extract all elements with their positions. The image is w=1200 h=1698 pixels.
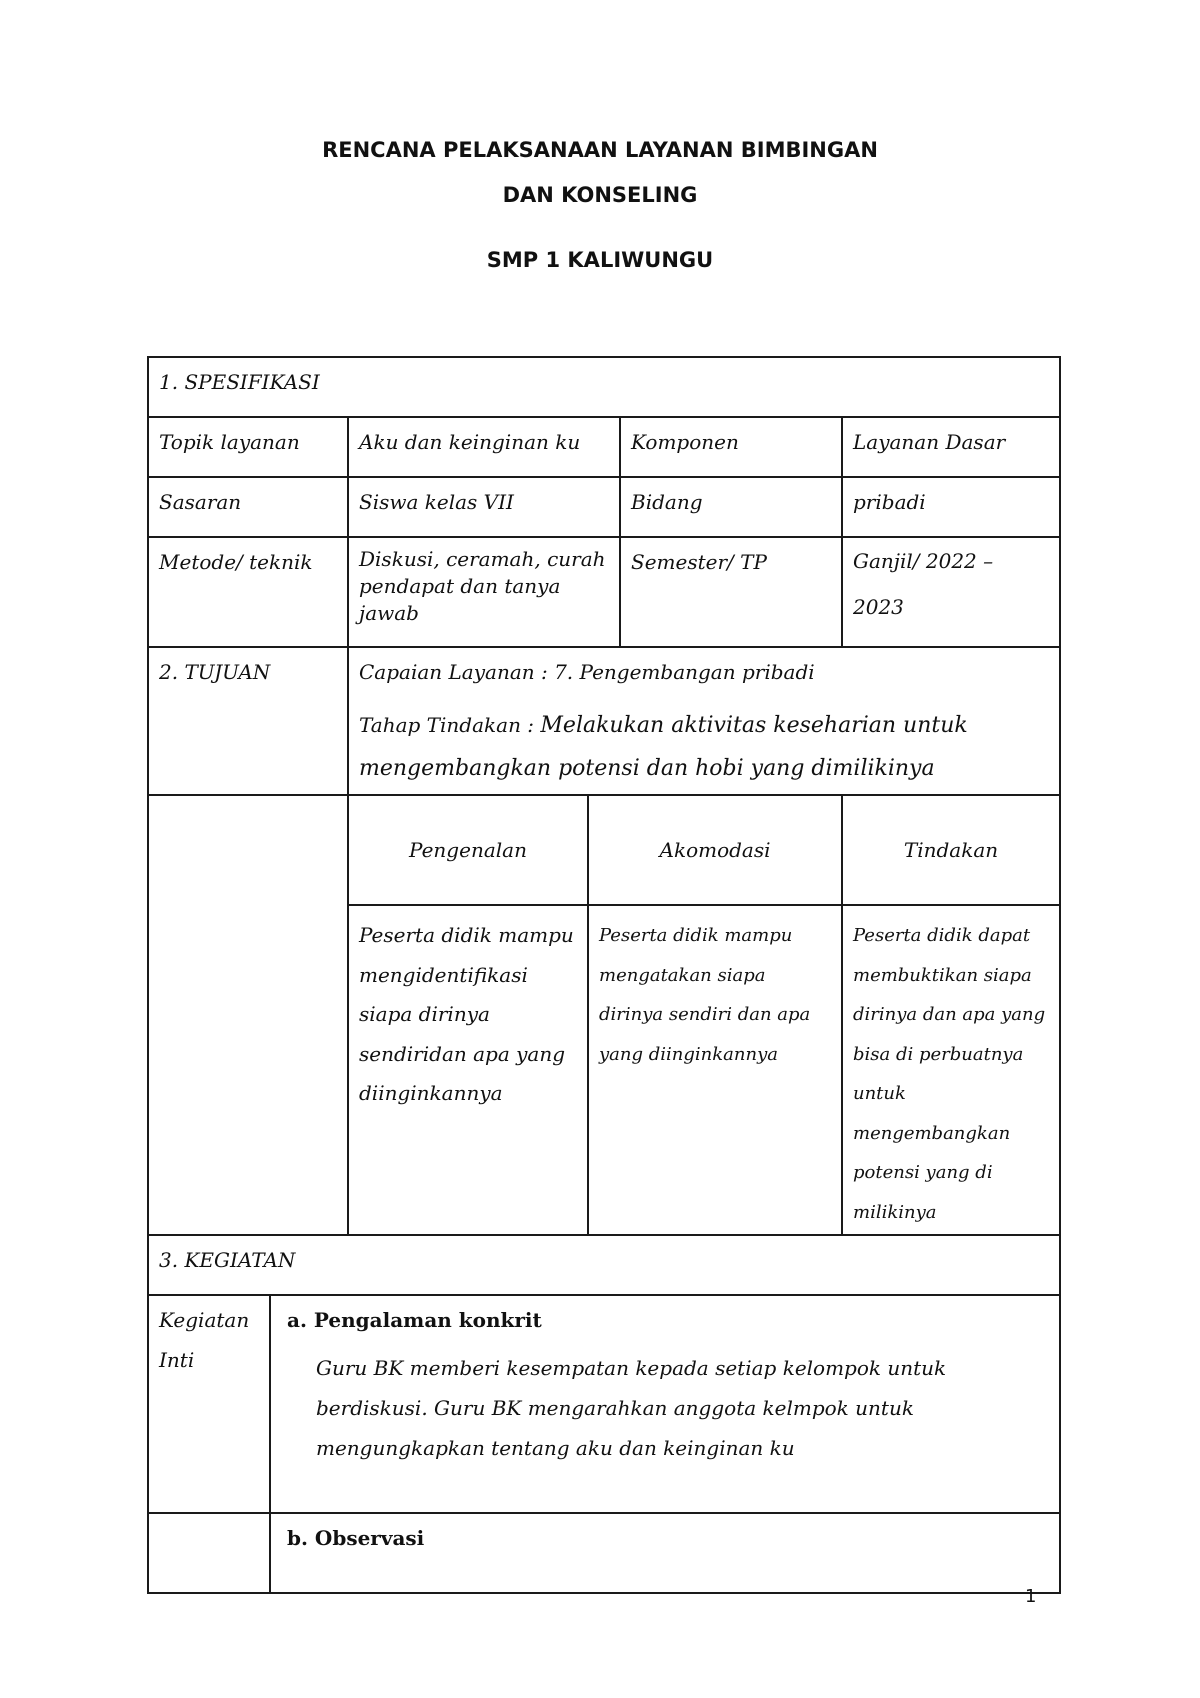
spesifikasi-heading: 1. SPESIFIKASI: [159, 370, 320, 394]
tujuan-row: [149, 648, 1059, 796]
tujuan-content: [347, 648, 1059, 794]
value-bidang: pribadi: [841, 478, 1059, 536]
observasi-row: [149, 1514, 1059, 1594]
document-title-line1: RENCANA PELAKSANAAN LAYANAN BIMBINGAN: [322, 138, 878, 162]
header-pengenalan: Pengenalan: [347, 796, 587, 906]
item-b-cell: [269, 1514, 1059, 1592]
item-a-title: a. Pengalaman konkrit: [287, 1308, 542, 1332]
spec-row-topik: [149, 418, 1059, 478]
kegiatan-inti-content: [269, 1296, 1059, 1512]
text-tindakan: Peserta didik dapat membuktikan siapa dirinya dan apa yang bisa di perbuatnya untuk mengembangkan potensi yang di milikinya: [841, 906, 1059, 1234]
value-metode-teknik: Diskusi, ceramah, curah pendapat dan tanya jawab: [347, 538, 619, 646]
spesifikasi-heading-row: [149, 358, 1059, 418]
spec-row-sasaran: [149, 478, 1059, 538]
item-b-title: b. Observasi: [287, 1526, 425, 1550]
header-akomodasi: Akomodasi: [587, 796, 841, 906]
value-komponen: Layanan Dasar: [841, 418, 1059, 476]
capaian-layanan: Capaian Layanan : 7. Pengembangan pribadi: [359, 660, 815, 684]
value-topik-layanan: Aku dan keinginan ku: [347, 418, 619, 476]
label-semester-tp: Semester/ TP: [619, 538, 841, 646]
kegiatan-heading: 3. KEGIATAN: [159, 1248, 296, 1272]
header-tindakan: Tindakan: [841, 796, 1059, 906]
value-semester-line1: Ganjil/ 2022 –: [853, 549, 994, 573]
tahap-tindakan: [359, 704, 1049, 790]
tahap-tindakan-text: Melakukan aktivitas keseharian untuk mengembangkan potensi dan hobi yang dimilikinya: [359, 713, 968, 781]
observasi-empty-cell: [149, 1514, 269, 1592]
document-title-line2: DAN KONSELING: [502, 183, 698, 207]
kegiatan-heading-row: [149, 1236, 1059, 1296]
label-komponen: Komponen: [619, 418, 841, 476]
tahap-tindakan-prefix: Tahap Tindakan :: [359, 713, 541, 737]
tahapan-empty-cell: [149, 796, 347, 1234]
school-name: SMP 1 KALIWUNGU: [486, 248, 714, 272]
kegiatan-inti-row: [149, 1296, 1059, 1514]
value-semester-tp: [841, 538, 1059, 646]
kegiatan-inti-label: Kegiatan Inti: [159, 1308, 250, 1372]
page-number: 1: [1025, 1586, 1037, 1607]
item-a-text: Guru BK memberi kesempatan kepada setiap kelompok untuk berdiskusi. Guru BK mengarahkan anggota kelmpok untuk mengungkapkan tentang aku dan keinginan ku: [316, 1356, 947, 1460]
label-bidang: Bidang: [619, 478, 841, 536]
tahapan-row: [149, 796, 1059, 1236]
label-sasaran: Sasaran: [159, 490, 242, 514]
text-akomodasi: Peserta didik mampu mengatakan siapa dirinya sendiri dan apa yang diinginkannya: [587, 906, 841, 1234]
rpl-table: [147, 356, 1061, 1594]
value-semester-line2: 2023: [853, 595, 904, 619]
spec-row-metode: [149, 538, 1059, 648]
value-sasaran: Siswa kelas VII: [347, 478, 619, 536]
tujuan-heading: 2. TUJUAN: [159, 660, 271, 684]
label-metode-teknik: Metode/ teknik: [159, 550, 313, 574]
text-pengenalan: Peserta didik mampu mengidentifikasi siapa dirinya sendiridan apa yang diinginkannya: [347, 906, 587, 1234]
label-topik-layanan: Topik layanan: [159, 430, 300, 454]
